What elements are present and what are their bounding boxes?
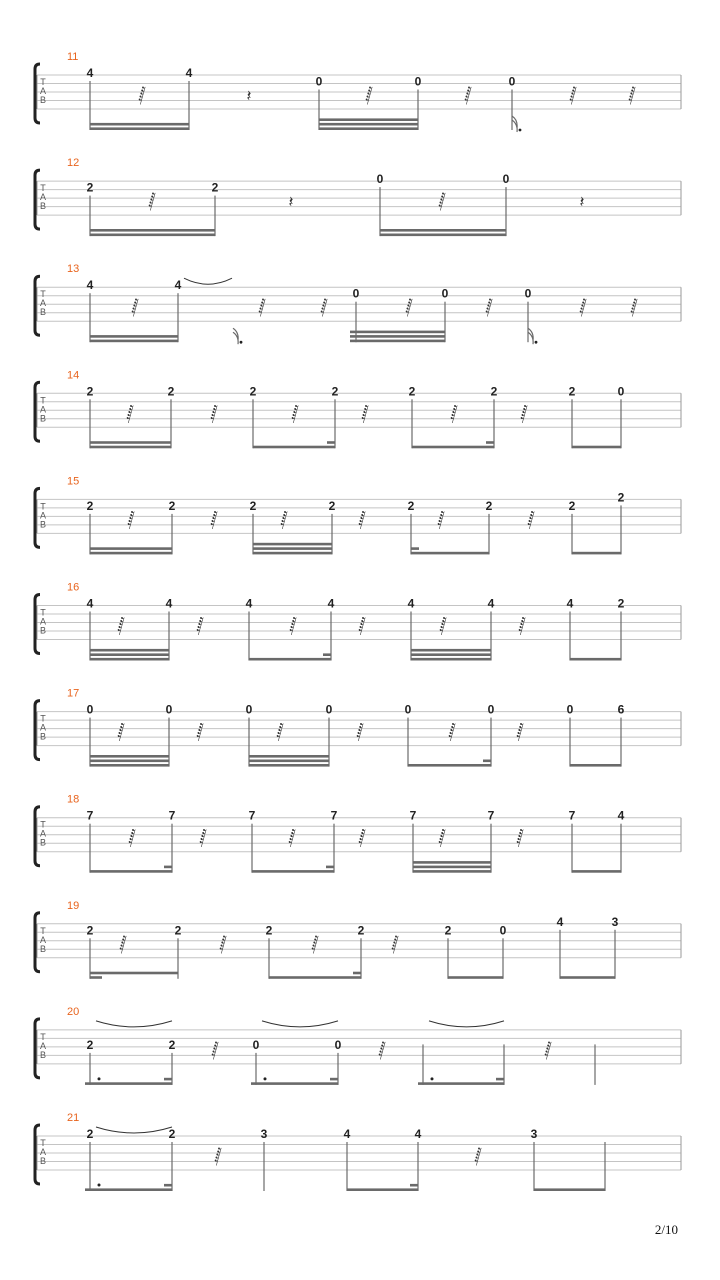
sixteenth-rest: 𝅂 [474, 1147, 482, 1166]
beam [164, 866, 172, 869]
fret-number: 6 [617, 702, 625, 717]
beam [85, 1082, 172, 1085]
sixteenth-rest: 𝅂 [289, 616, 297, 636]
fret-number: 2 [174, 923, 182, 938]
sixteenth-rest: 𝅂 [148, 192, 156, 212]
beam [350, 335, 445, 338]
fret-number: 4 [165, 596, 173, 611]
beam [319, 127, 418, 130]
fret-number: 4 [407, 596, 415, 611]
note-flag [233, 328, 238, 344]
beam [90, 441, 171, 444]
fret-number: 0 [315, 74, 323, 89]
sixteenth-rest: 𝅂 [438, 192, 446, 212]
tab-clef-letter: T [40, 289, 46, 300]
measure-number: 16 [67, 581, 80, 594]
beam [164, 1078, 172, 1081]
fret-number: 2 [407, 498, 415, 513]
measure-number: 17 [67, 687, 80, 700]
tab-clef-letter: T [40, 1031, 46, 1042]
sixteenth-rest: 𝅂 [196, 722, 204, 742]
fret-number: 3 [611, 914, 619, 929]
sixteenth-rest: 𝅂 [131, 298, 139, 318]
beam [483, 760, 491, 763]
tab-system [35, 1112, 681, 1191]
fret-number: 2 [211, 180, 219, 195]
fret-number: 2 [168, 1037, 176, 1052]
tie-arc [96, 1021, 172, 1027]
tie-arc [184, 278, 232, 284]
sixteenth-rest: 𝅂 [276, 722, 284, 742]
sixteenth-rest: 𝅂 [518, 616, 526, 636]
beam [380, 229, 506, 232]
fret-number: 4 [617, 808, 625, 823]
sixteenth-rest: 𝅂 [516, 722, 524, 742]
tab-clef-letter: T [40, 713, 46, 724]
fret-number: 0 [404, 702, 412, 717]
beam [496, 1078, 504, 1081]
tab-system [35, 900, 681, 979]
measure-number: 21 [67, 1112, 80, 1124]
measure-number: 18 [67, 793, 80, 806]
fret-number: 0 [86, 702, 94, 717]
fret-number: 3 [260, 1127, 268, 1141]
sixteenth-rest: 𝅂 [138, 86, 146, 105]
fret-number: 2 [490, 384, 498, 399]
fret-number: 2 [265, 923, 273, 938]
fret-number: 7 [86, 808, 94, 823]
beam [90, 649, 169, 652]
fret-number: 2 [86, 180, 94, 195]
sixteenth-rest: 𝅂 [280, 510, 288, 530]
page-indicator: 2/10 [654, 1222, 678, 1237]
beam [251, 1082, 338, 1085]
fret-number: 2 [86, 1037, 94, 1052]
measure-number: 14 [67, 369, 80, 382]
beam [269, 976, 361, 979]
fret-number: 0 [334, 1037, 342, 1052]
sixteenth-rest: 𝅂 [358, 828, 366, 848]
tab-clef-letter: A [39, 404, 47, 415]
beam [253, 543, 332, 546]
tab-system [35, 582, 681, 661]
note-flag [528, 328, 533, 344]
fret-number: 2 [568, 498, 576, 513]
fret-number: 2 [568, 384, 576, 399]
beam [85, 1188, 172, 1191]
sixteenth-rest: 𝅂 [358, 510, 366, 530]
fret-number: 2 [617, 596, 625, 611]
sixteenth-rest: 𝅂 [544, 1040, 552, 1060]
beam [90, 446, 171, 449]
fret-number: 0 [376, 172, 384, 187]
augmentation-dot [519, 129, 522, 132]
sixteenth-rest: 𝅂 [356, 722, 364, 742]
beam [570, 658, 621, 661]
beam [413, 861, 491, 864]
beam [572, 446, 621, 449]
beam [253, 552, 332, 555]
fret-number: 4 [487, 596, 495, 611]
fret-number: 0 [252, 1037, 260, 1052]
tab-clef-letter: B [39, 837, 47, 848]
fret-number: 2 [86, 1127, 94, 1141]
beam [572, 870, 621, 873]
beam [330, 1078, 338, 1081]
tab-system [35, 794, 681, 873]
beam [252, 870, 334, 873]
beam [249, 764, 329, 767]
sixteenth-rest: 𝅂 [210, 404, 218, 424]
tab-clef-letter: T [40, 77, 46, 87]
beam [90, 755, 169, 758]
tab-clef-letter: A [39, 192, 47, 203]
fret-number: 0 [508, 74, 516, 89]
fret-number: 2 [86, 498, 94, 513]
beam [90, 658, 169, 661]
beam [90, 972, 178, 975]
sixteenth-rest: 𝅂 [119, 934, 127, 954]
fret-number: 2 [485, 498, 493, 513]
sixteenth-rest: 𝅂 [361, 404, 369, 424]
sixteenth-rest: 𝅂 [437, 510, 445, 530]
tab-clef-letter: B [39, 201, 47, 212]
tab-clef-letter: A [39, 934, 47, 945]
beam [90, 760, 169, 763]
sixteenth-rest: 𝅂 [448, 722, 456, 742]
sixteenth-rest: 𝅂 [378, 1040, 386, 1060]
fret-number: 2 [328, 498, 336, 513]
tab-clef-letter: B [39, 1049, 47, 1060]
systems-layer [35, 51, 681, 1191]
sixteenth-rest: 𝅂 [438, 828, 446, 848]
sixteenth-rest: 𝅂 [288, 828, 296, 848]
tab-clef-letter: T [40, 1138, 46, 1148]
sixteenth-rest: 𝅂 [199, 828, 207, 848]
fret-number: 0 [352, 286, 360, 301]
fret-number: 2 [86, 923, 94, 938]
beam [570, 764, 621, 767]
beam [412, 446, 494, 449]
beam [413, 870, 491, 873]
quarter-rest: 𝄽 [579, 192, 585, 212]
fret-number: 0 [499, 923, 507, 938]
beam [327, 441, 335, 444]
beam [249, 755, 329, 758]
beam [411, 658, 491, 661]
beam [90, 123, 189, 126]
fret-number: 2 [249, 384, 257, 399]
tab-system [35, 1006, 681, 1085]
tab-clef-letter: B [39, 943, 47, 954]
fret-number: 0 [487, 702, 495, 717]
tab-clef-letter: B [39, 1156, 47, 1166]
tab-clef-letter: T [40, 819, 46, 830]
beam [90, 340, 178, 343]
fret-number: 0 [245, 702, 253, 717]
sixteenth-rest: 𝅂 [358, 616, 366, 636]
tab-clef-letter: A [39, 722, 47, 733]
sixteenth-rest: 𝅂 [630, 298, 638, 318]
fret-number: 2 [249, 498, 257, 513]
tab-clef-letter: A [39, 510, 47, 521]
fret-number: 2 [444, 923, 452, 938]
fret-number: 4 [86, 66, 94, 80]
fret-number: 4 [414, 1127, 422, 1141]
fret-number: 4 [185, 66, 193, 80]
beam [448, 976, 503, 979]
tab-clef-letter: B [39, 307, 47, 318]
fret-number: 2 [86, 384, 94, 399]
fret-number: 4 [327, 596, 335, 611]
measure-number: 13 [67, 263, 80, 276]
note-flag [512, 116, 517, 132]
sixteenth-rest: 𝅂 [320, 298, 328, 318]
sixteenth-rest: 𝅂 [579, 298, 587, 318]
sixteenth-rest: 𝅂 [439, 616, 447, 636]
tab-clef-letter: T [40, 925, 46, 936]
tab-clef-letter: A [39, 616, 47, 627]
fret-number: 4 [174, 278, 182, 293]
beam [326, 866, 334, 869]
sixteenth-rest: 𝅂 [127, 510, 135, 530]
beam [253, 547, 332, 550]
beam [418, 1082, 504, 1085]
augmentation-dot [431, 1077, 434, 1080]
beam [90, 552, 172, 555]
sixteenth-rest: 𝅂 [365, 86, 373, 105]
tab-clef-letter: T [40, 395, 46, 406]
sixteenth-rest: 𝅂 [291, 404, 299, 424]
beam [350, 340, 445, 343]
fret-number: 7 [168, 808, 176, 823]
beam [90, 335, 178, 338]
fret-number: 7 [248, 808, 256, 823]
beam [164, 1184, 172, 1187]
tab-clef-letter: B [39, 519, 47, 530]
beam [410, 1184, 418, 1187]
fret-number: 4 [556, 914, 564, 929]
beam [90, 870, 172, 873]
quarter-rest: 𝄽 [288, 192, 294, 212]
augmentation-dot [98, 1184, 101, 1187]
tie-arc [262, 1021, 338, 1027]
beam [90, 229, 215, 232]
sixteenth-rest: 𝅂 [405, 298, 413, 318]
fret-number: 7 [409, 808, 417, 823]
tab-system [35, 688, 681, 767]
fret-number: 2 [168, 498, 176, 513]
beam [411, 649, 491, 652]
fret-number: 4 [86, 596, 94, 611]
tab-clef-letter: B [39, 95, 47, 105]
tab-clef-letter: T [40, 607, 46, 618]
tab-system [35, 263, 681, 344]
fret-number: 2 [167, 384, 175, 399]
sixteenth-rest: 𝅂 [210, 510, 218, 530]
sixteenth-rest: 𝅂 [450, 404, 458, 424]
sixteenth-rest: 𝅂 [311, 934, 319, 954]
sixteenth-rest: 𝅂 [117, 722, 125, 742]
beam [380, 234, 506, 237]
sixteenth-rest: 𝅂 [527, 510, 535, 530]
tab-system [35, 369, 681, 448]
beam [90, 547, 172, 550]
fret-number: 0 [502, 172, 510, 187]
fret-number: 0 [617, 384, 625, 399]
beam [90, 976, 102, 979]
fret-number: 0 [524, 286, 532, 301]
sixteenth-rest: 𝅂 [214, 1147, 222, 1166]
fret-number: 0 [414, 74, 422, 89]
beam [249, 658, 331, 661]
beam [319, 123, 418, 126]
sixteenth-rest: 𝅂 [520, 404, 528, 424]
tie-arc [429, 1021, 504, 1027]
beam [90, 764, 169, 767]
sixteenth-rest: 𝅂 [219, 934, 227, 954]
tab-clef-letter: T [40, 501, 46, 512]
fret-number: 2 [168, 1127, 176, 1141]
measure-number: 20 [67, 1005, 80, 1018]
measure-number: 11 [67, 51, 79, 63]
beam [323, 653, 331, 656]
fret-number: 2 [408, 384, 416, 399]
sixteenth-rest: 𝅂 [211, 1040, 219, 1060]
fret-number: 7 [487, 808, 495, 823]
beam [90, 127, 189, 130]
augmentation-dot [535, 341, 538, 344]
sixteenth-rest: 𝅂 [258, 298, 266, 318]
beam [486, 441, 494, 444]
beam [90, 234, 215, 237]
beam [249, 760, 329, 763]
beam [347, 1188, 418, 1191]
sixteenth-rest: 𝅂 [117, 616, 125, 636]
fret-number: 0 [165, 702, 173, 717]
beam [90, 653, 169, 656]
beam [408, 764, 491, 767]
tab-system [35, 475, 681, 554]
beam [534, 1188, 605, 1191]
tab-clef-letter: A [39, 828, 47, 839]
fret-number: 0 [566, 702, 574, 717]
tab-clef-letter: A [39, 86, 47, 96]
beam [411, 552, 489, 555]
tab-clef-letter: A [39, 1040, 47, 1051]
tab-system [35, 157, 681, 236]
tab-clef-letter: B [39, 625, 47, 636]
fret-number: 7 [568, 808, 576, 823]
fret-number: 2 [357, 923, 365, 938]
measure-number: 15 [67, 475, 80, 488]
tab-clef-letter: A [39, 1147, 47, 1157]
beam [253, 446, 335, 449]
sixteenth-rest: 𝅂 [391, 934, 399, 954]
measure-number: 12 [67, 157, 80, 170]
beam [572, 552, 621, 555]
augmentation-dot [240, 341, 243, 344]
measure-number: 19 [67, 899, 80, 912]
beam [411, 547, 419, 550]
sixteenth-rest: 𝅂 [128, 828, 136, 848]
sixteenth-rest: 𝅂 [485, 298, 493, 318]
beam [413, 866, 491, 869]
sixteenth-rest: 𝅂 [628, 86, 636, 105]
quarter-rest: 𝄽 [246, 86, 252, 105]
fret-number: 7 [330, 808, 338, 823]
beam [411, 653, 491, 656]
tab-system [35, 51, 681, 132]
tab-clef-letter: A [39, 298, 47, 309]
fret-number: 2 [331, 384, 339, 399]
fret-number: 2 [617, 490, 625, 505]
tab-clef-letter: B [39, 731, 47, 742]
fret-number: 4 [245, 596, 253, 611]
sixteenth-rest: 𝅂 [126, 404, 134, 424]
augmentation-dot [264, 1077, 267, 1080]
sixteenth-rest: 𝅂 [464, 86, 472, 105]
tab-clef-letter: T [40, 183, 46, 194]
sixteenth-rest: 𝅂 [569, 86, 577, 105]
beam [350, 331, 445, 334]
beam [560, 976, 615, 979]
augmentation-dot [98, 1077, 101, 1080]
sixteenth-rest: 𝅂 [196, 616, 204, 636]
fret-number: 4 [566, 596, 574, 611]
fret-number: 0 [325, 702, 333, 717]
beam [319, 118, 418, 121]
sixteenth-rest: 𝅂 [516, 828, 524, 848]
tab-clef-letter: B [39, 413, 47, 424]
fret-number: 0 [441, 286, 449, 301]
fret-number: 3 [530, 1127, 538, 1141]
tie-arc [96, 1127, 172, 1133]
beam [353, 972, 361, 975]
fret-number: 4 [86, 278, 94, 293]
fret-number: 4 [343, 1127, 351, 1141]
